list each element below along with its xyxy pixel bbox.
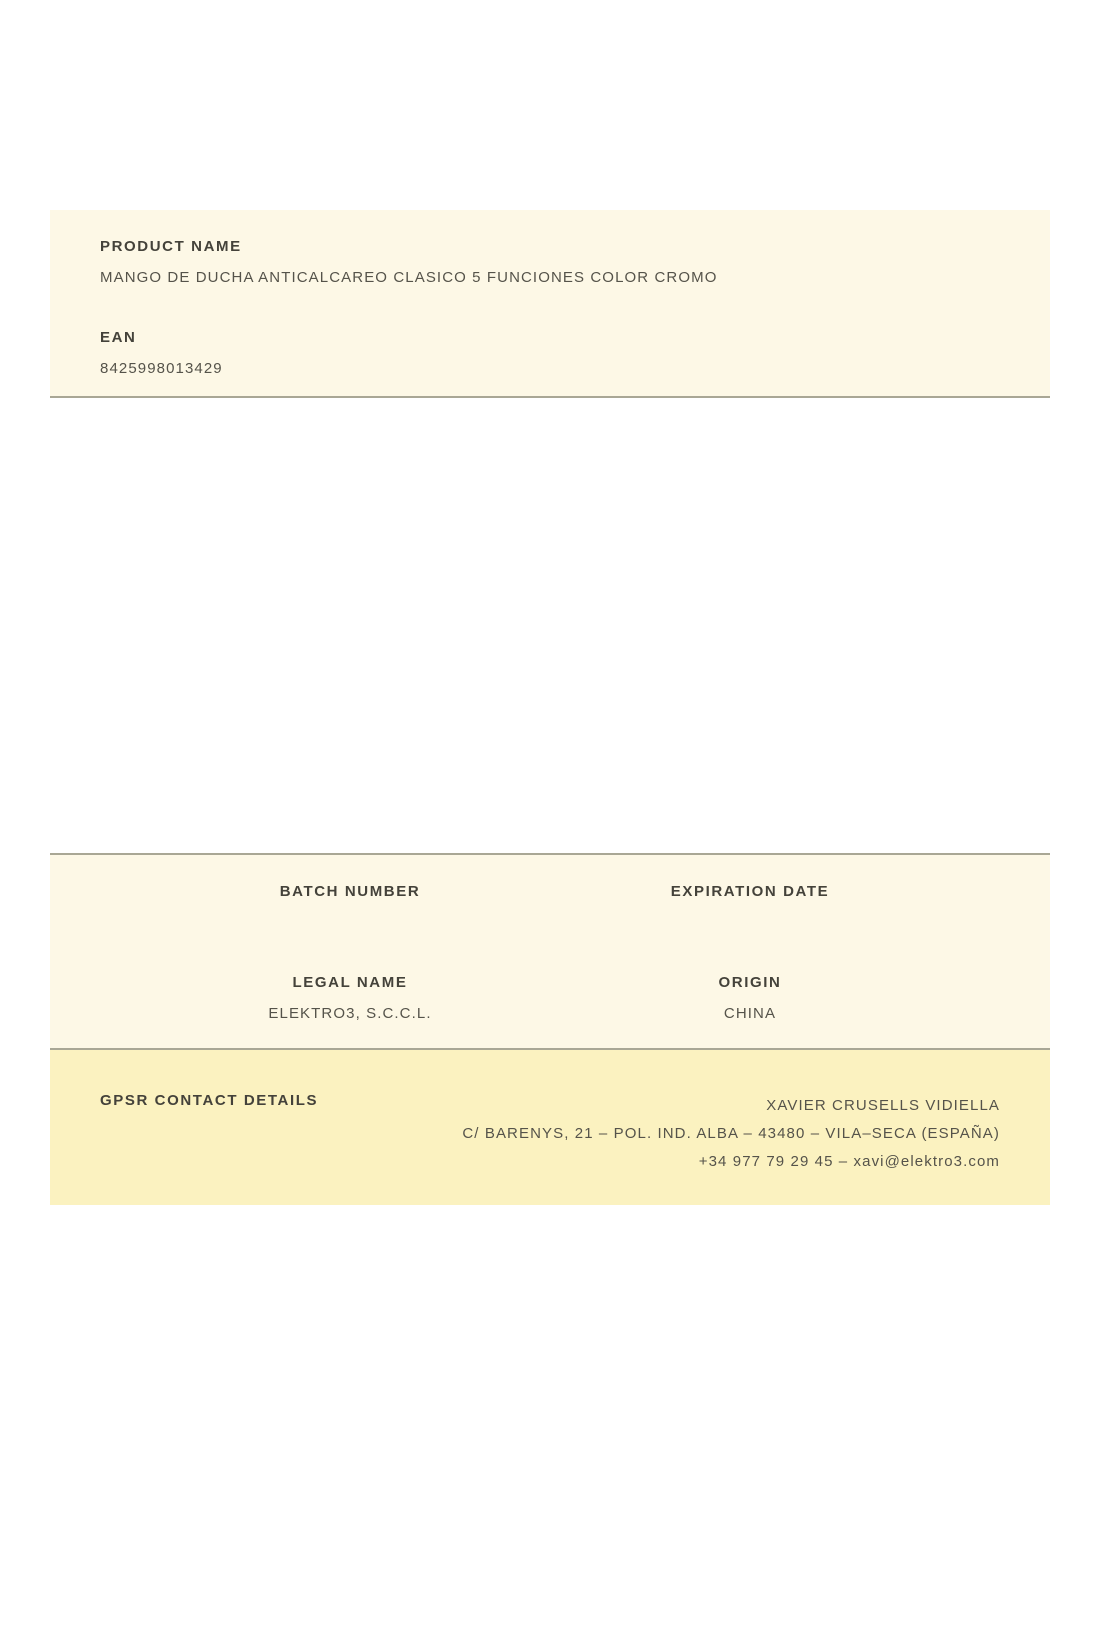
expiration-date-label: EXPIRATION DATE	[670, 883, 830, 900]
ean-label: EAN	[100, 329, 137, 346]
blank-area	[0, 398, 1100, 853]
batch-grid	[150, 883, 950, 1023]
product-section	[50, 210, 1050, 398]
batch-number-label: BATCH NUMBER	[279, 883, 421, 900]
legal-name-label: LEGAL NAME	[292, 974, 408, 991]
batch-number-cell	[150, 883, 550, 901]
origin-label: ORIGIN	[718, 974, 782, 991]
product-name-label: PRODUCT NAME	[100, 238, 242, 255]
legal-name-cell	[150, 974, 550, 1023]
document-page	[0, 210, 1100, 1632]
origin-value: CHINA	[723, 1005, 777, 1022]
ean-field	[100, 329, 1000, 378]
product-name-field	[100, 238, 1000, 287]
product-name-value: MANGO DE DUCHA ANTICALCAREO CLASICO 5 FUNCIONES COLOR CROMO	[100, 269, 718, 286]
gpsr-contact-label: GPSR CONTACT DETAILS	[100, 1092, 319, 1109]
contact-name: XAVIER CRUSELLS VIDIELLA	[766, 1097, 1000, 1114]
legal-name-value: ELEKTRO3, S.C.C.L.	[268, 1005, 432, 1022]
gpsr-contact-block	[462, 1092, 1000, 1176]
ean-value: 8425998013429	[100, 360, 223, 377]
origin-cell	[550, 974, 950, 1023]
contact-phone-email: +34 977 79 29 45 – xavi@elektro3.com	[698, 1153, 1000, 1170]
gpsr-section	[50, 1050, 1050, 1205]
expiration-date-cell	[550, 883, 950, 901]
contact-address: C/ BARENYS, 21 – POL. IND. ALBA – 43480 – VILA–SECA (ESPAÑA)	[462, 1125, 1000, 1142]
batch-section	[50, 853, 1050, 1050]
